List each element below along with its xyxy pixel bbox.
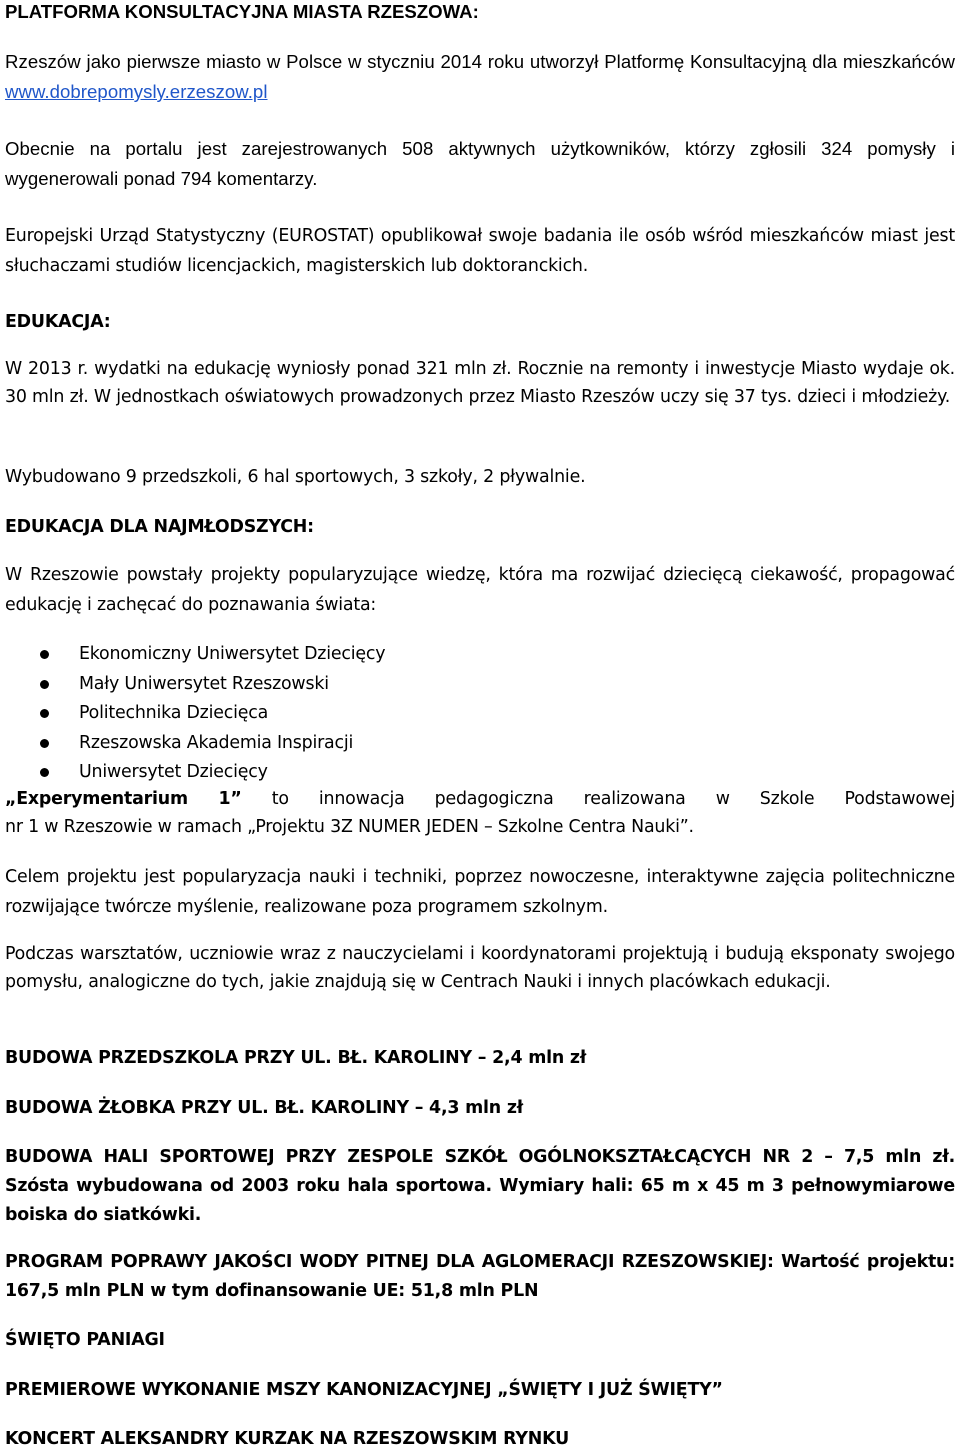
list-item-label: Rzeszowska Akademia Inspiracji xyxy=(79,732,354,753)
warsztaty-paragraph: Podczas warsztatów, uczniowie wraz z nauczycielami i koordynatorami projektują i budują eksponaty swojego pomysłu, analogiczne do tych, jakie znajdują się w Centrach Nauki i innych placówkach edukacji. xyxy=(5,944,955,992)
list-item xyxy=(33,670,385,700)
koncert-heading: KONCERT ALEKSANDRY KURZAK NA RZESZOWSKIM RYNKU xyxy=(5,1429,570,1449)
bullet-icon xyxy=(40,709,49,718)
platform-text: Rzeszów jako pierwsze miasto w Polsce w styczniu 2014 roku utworzył Platformę Konsultacyjną dla mieszkańców xyxy=(5,51,955,72)
eurostat-paragraph: Europejski Urząd Statystyczny (EUROSTAT) opublikował swoje badania ile osób wśród mieszkańców miast jest słuchaczami studiów licencjackich, magisterskich lub doktoranckich. xyxy=(5,226,955,276)
list-item xyxy=(33,758,385,788)
projects-list xyxy=(33,640,385,788)
quote-close: ” xyxy=(230,789,242,809)
przedszkole-heading: BUDOWA PRZEDSZKOLA PRZY UL. BŁ. KAROLINY – 2,4 mln zł xyxy=(5,1048,587,1068)
quote-open: „ xyxy=(5,789,17,809)
najmlodsi-heading: EDUKACJA DLA NAJMŁODSZYCH: xyxy=(5,517,314,537)
bullet-icon xyxy=(40,739,49,748)
bullet-icon xyxy=(40,768,49,777)
list-item-label: Uniwersytet Dziecięcy xyxy=(79,762,268,782)
experymentarium-desc: to innowacja pedagogiczna realizowana w Szkole Podstawowej xyxy=(241,789,955,809)
edukacja-heading: EDUKACJA: xyxy=(5,312,111,332)
portal-stats-paragraph: Obecnie na portalu jest zarejestrowanych 508 aktywnych użytkowników, którzy zgłosili 324 pomysły i wygenerowali ponad 794 komentarzy. xyxy=(5,138,955,189)
edukacja-buildings-paragraph: Wybudowano 9 przedszkoli, 6 hal sportowych, 3 szkoły, 2 pływalnie. xyxy=(5,467,586,487)
experymentarium-line-1 xyxy=(5,785,955,813)
list-item xyxy=(33,640,385,670)
swieto-heading: ŚWIĘTO PANIAGI xyxy=(5,1330,165,1350)
bullet-icon xyxy=(40,650,49,659)
edukacja-spending-paragraph: W 2013 r. wydatki na edukację wyniosły ponad 321 mln zł. Rocznie na remonty i inwestycje Miasto wydaje ok. 30 mln zł. W jednostkach oświatowych prowadzonych przez Miasto Rzeszów uczy się 37 tys. dzieci i młodzieży. xyxy=(5,359,955,407)
list-item-label: Politechnika Dziecięca xyxy=(79,703,269,723)
experymentarium-line-2: nr 1 w Rzeszowie w ramach „Projektu 3Z NUMER JEDEN – Szkolne Centra Nauki”. xyxy=(5,817,694,837)
najmlodsi-intro-paragraph: W Rzeszowie powstały projekty popularyzujące wiedzę, która ma rozwijać dziecięcą ciekawość, propagować edukację i zachęcać do poznawania świata: xyxy=(5,565,955,615)
hala-paragraph: BUDOWA HALI SPORTOWEJ PRZY ZESPOLE SZKÓŁ OGÓLNOKSZTAŁCĄCYCH NR 2 – 7,5 mln zł. Szósta wybudowana od 2003 roku hala sportowa. Wymiary hali: 65 m x 45 m 3 pełnowymiarowe boiska do siatkówki. xyxy=(5,1147,955,1225)
document-title: PLATFORMA KONSULTACYJNA MIASTA RZESZOWA: xyxy=(5,1,479,22)
list-item xyxy=(33,699,385,729)
msza-heading: PREMIEROWE WYKONANIE MSZY KANONIZACYJNEJ „ŚWIĘTY I JUŻ ŚWIĘTY” xyxy=(5,1380,723,1400)
bullet-icon xyxy=(40,680,49,689)
list-item-label: Mały Uniwersytet Rzeszowski xyxy=(79,673,329,694)
list-item xyxy=(33,729,385,759)
woda-paragraph: PROGRAM POPRAWY JAKOŚCI WODY PITNEJ DLA AGLOMERACJI RZESZOWSKIEJ: Wartość projektu: 167,5 mln PLN w tym dofinansowanie UE: 51,8 mln PLN xyxy=(5,1252,955,1301)
list-item-label: Ekonomiczny Uniwersytet Dziecięcy xyxy=(79,644,386,664)
platform-paragraph xyxy=(5,47,955,107)
zlobek-heading: BUDOWA ŻŁOBKA PRZY UL. BŁ. KAROLINY – 4,3 mln zł xyxy=(5,1098,524,1118)
experymentarium-name: Experymentarium 1 xyxy=(16,789,231,809)
experymentarium-paragraph xyxy=(5,785,955,841)
platform-link[interactable]: www.dobrepomysly.erzeszow.pl xyxy=(5,81,268,102)
cel-projektu-paragraph: Celem projektu jest popularyzacja nauki i techniki, poprzez nowoczesne, interaktywne zajęcia politechniczne rozwijające twórcze myślenie, realizowane poza programem szkolnym. xyxy=(5,867,955,917)
